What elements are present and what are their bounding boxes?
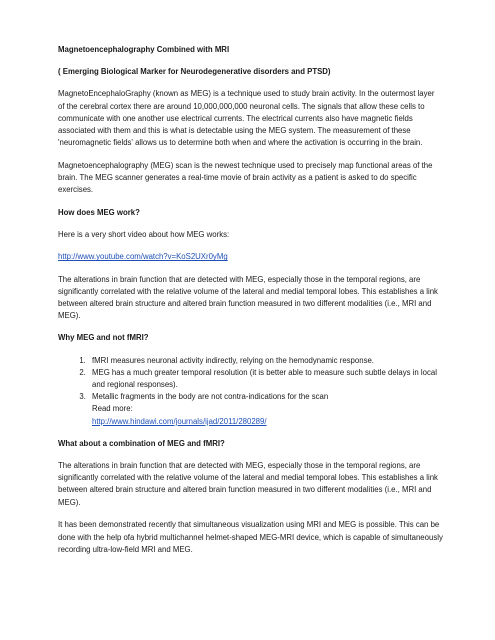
why-meg-heading: Why MEG and not fMRI? xyxy=(58,333,149,343)
document-title: Magnetoencephalography Combined with MRI xyxy=(58,45,230,54)
intro-paragraph-1: MagnetoEncephaloGraphy (known as MEG) is a technique used to study brain activity. In the outermost layer of the cerebral cortex there are around 10,000,000,000 neuronal cells. The signals that allow these cells to communicate with one another use electrical currents. The electrical currents also have magnetic fields associated with them and this is what is detectable using the MEG system. The measurement of these 'neuromagnetic fields' allows us to determine both when and where the activation is occurring in the brain. xyxy=(58,89,435,148)
demonstration-paragraph: It has been demonstrated recently that simultaneous visualization using MRI and MEG is possible. This can be done with the help ofa hybrid multichannel helmet-shaped MEG-MRI device, which is capable of simultaneously recording ultra-low-field MRI and MEG. xyxy=(58,520,443,554)
intro-paragraph-2: Magnetoencephalography (MEG) scan is the newest technique used to precisely map functional areas of the brain. The MEG scanner generates a real-time movie of brain activity as a patient is asked to do specific exercises. xyxy=(58,160,433,195)
why-meg-list xyxy=(58,355,443,428)
list-item-text: Metallic fragments in the body are not contra-indications for the scan xyxy=(92,392,329,402)
combination-heading: What about a combination of MEG and fMRI? xyxy=(58,438,225,448)
alterations-paragraph-2: The alterations in brain function that are detected with MEG, especially those in the temporal regions, are significantly correlated with the relative volume of the lateral and medial temporal lobes. This establishes a link between altered brain structure and altered brain function measured in two different modalities (i.e., MRI and MEG). xyxy=(58,461,438,507)
how-meg-works-heading: How does MEG work? xyxy=(58,208,140,218)
youtube-video-link[interactable]: http://www.youtube.com/watch?v=KoS2UXr0yMg xyxy=(58,252,228,262)
list-item: 1. fMRI measures neuronal activity indirectly, relying on the hemodynamic response. xyxy=(88,355,443,367)
alterations-paragraph-1: The alterations in brain function that are detected with MEG, especially those in the temporal regions, are significantly correlated with the relative volume of the lateral and medial temporal lobes. This establishes a link between altered brain structure and altered brain function measured in two different modalities (i.e., MRI and MEG). xyxy=(58,274,438,321)
video-link-paragraph xyxy=(58,251,443,263)
how-meg-works-text: Here is a very short video about how MEG works: xyxy=(58,230,230,240)
list-item: 2. MEG has a much greater temporal resolution (it is better able to measure such subtle delays in local and regional responses). xyxy=(88,367,443,391)
document-subtitle: ( Emerging Biological Marker for Neurodegenerative disorders and PTSD) xyxy=(58,67,331,77)
document-page xyxy=(58,44,443,556)
read-more-label: Read more: xyxy=(92,404,133,414)
hindawi-article-link[interactable]: http://www.hindawi.com/journals/ijad/2011/280289/ xyxy=(92,416,267,426)
list-item xyxy=(88,391,443,428)
